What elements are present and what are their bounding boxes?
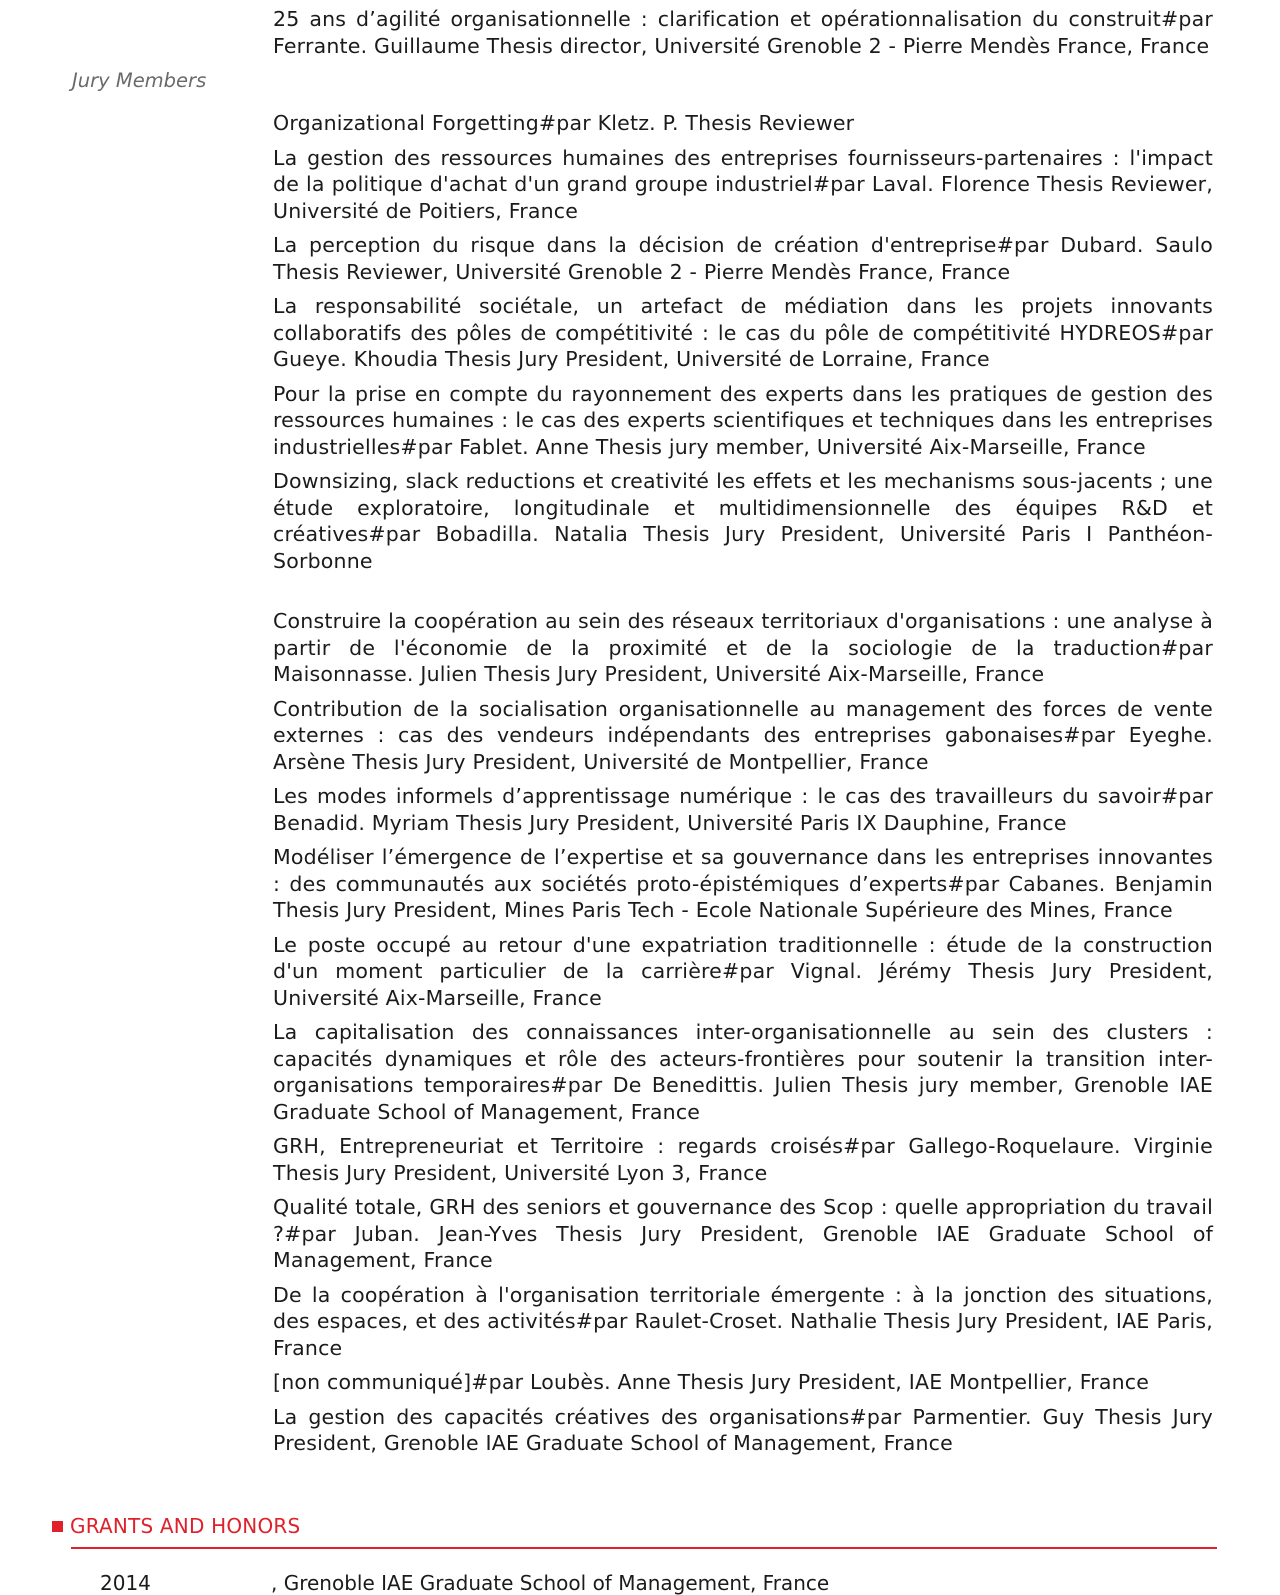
jury-entry: La responsabilité sociétale, un artefact de médiation dans les projets innovants collaboratifs des pôles de compétitivité : le cas du pôle de compétitivité HYDREOS#par Gueye. Khoudia Thesis Jury President, Université de Lorraine, France [273,294,1213,371]
jury-members-label: Jury Members [72,69,207,92]
jury-entry: Modéliser l’émergence de l’expertise et sa gouvernance dans les entreprises innovantes : des communautés aux sociétés proto-épistémiques d’experts#par Cabanes. Benjamin Thesis Jury President, Mines Paris Tech - Ecole Nationale Supérieure des Mines, France [273,845,1213,922]
section-title: GRANTS AND HONORS [70,1514,301,1538]
jury-entry: 25 ans d’agilité organisationnelle : clarification et opérationnalisation du construit#par Ferrante. Guillaume Thesis director, Université Grenoble 2 - Pierre Mendès France, France [273,7,1213,58]
jury-entry: Pour la prise en compte du rayonnement des experts dans les pratiques de gestion des ressources humaines : le cas des experts scientifiques et techniques dans les entreprises industrielles#par Fablet. Anne Thesis jury member, Université Aix-Marseille, France [273,381,1213,459]
grant-row [0,1573,1280,1594]
jury-entry: La perception du risque dans la décision de création d'entreprise#par Dubard. Saulo Thesis Reviewer, Université Grenoble 2 - Pierre Mendès France, France [273,233,1213,284]
jury-entry: La capitalisation des connaissances inter-organisationnelle au sein des clusters : capacités dynamiques et rôle des acteurs-frontières pour soutenir la transition inter-organisations temporaires#par De Benedittis. Julien Thesis jury member, Grenoble IAE Graduate School of Management, France [273,1020,1213,1124]
jury-entry: Organizational Forgetting#par Kletz. P. Thesis Reviewer [273,111,855,135]
jury-entry: Qualité totale, GRH des seniors et gouvernance des Scop : quelle appropriation du travail ?#par Juban. Jean-Yves Thesis Jury President, Grenoble IAE Graduate School of Management, France [273,1195,1213,1272]
jury-entries-list [273,110,1213,1465]
jury-entry: Downsizing, slack reductions et creativité les effets et les mechanisms sous-jacents ; une étude exploratoire, longitudinale et multidimensionnelle des équipes R&D et créatives#par Bobadilla. Natalia Thesis Jury President, Université Paris I Panthéon-Sorbonne [273,469,1213,573]
jury-entry: Contribution de la socialisation organisationnelle au management des forces de vente externes : cas des vendeurs indépendants des entreprises gabonaises#par Eyeghe. Arsène Thesis Jury President, Université de Montpellier, France [273,696,1213,774]
jury-entry: [non communiqué]#par Loubès. Anne Thesis Jury President, IAE Montpellier, France [273,1370,1150,1394]
jury-entry: Les modes informels d’apprentissage numérique : le cas des travailleurs du savoir#par Benadid. Myriam Thesis Jury President, Université Paris IX Dauphine, France [273,784,1213,835]
section-divider [71,1547,1217,1549]
grant-year: 2014 [100,1571,151,1595]
jury-entry: GRH, Entrepreneuriat et Territoire : regards croisés#par Gallego-Roquelaure. Virginie Thesis Jury President, Université Lyon 3, France [273,1134,1213,1185]
jury-entry: La gestion des capacités créatives des organisations#par Parmentier. Guy Thesis Jury President, Grenoble IAE Graduate School of Management, France [273,1404,1213,1455]
jury-entry: Le poste occupé au retour d'une expatriation traditionnelle : étude de la construction d'un moment particulier de la carrière#par Vignal. Jérémy Thesis Jury President, Université Aix-Marseille, France [273,932,1213,1010]
grants-section-header [52,1514,1217,1538]
jury-entry: Construire la coopération au sein des réseaux territoriaux d'organisations : une analyse à partir de l'économie de la proximité et de la sociologie de la traduction#par Maisonnasse. Julien Thesis Jury President, Université Aix-Marseille, France [273,609,1213,686]
jury-entry: La gestion des ressources humaines des entreprises fournisseurs-partenaires : l'impact de la politique d'achat d'un grand groupe industriel#par Laval. Florence Thesis Reviewer, Université de Poitiers, France [273,145,1213,223]
jury-entry: De la coopération à l'organisation territoriale émergente : à la jonction des situations, des espaces, et des activités#par Raulet-Croset. Nathalie Thesis Jury President, IAE Paris, France [273,1282,1213,1360]
grant-description: , Grenoble IAE Graduate School of Management, France [271,1571,830,1595]
section-bullet-icon [52,1521,63,1532]
